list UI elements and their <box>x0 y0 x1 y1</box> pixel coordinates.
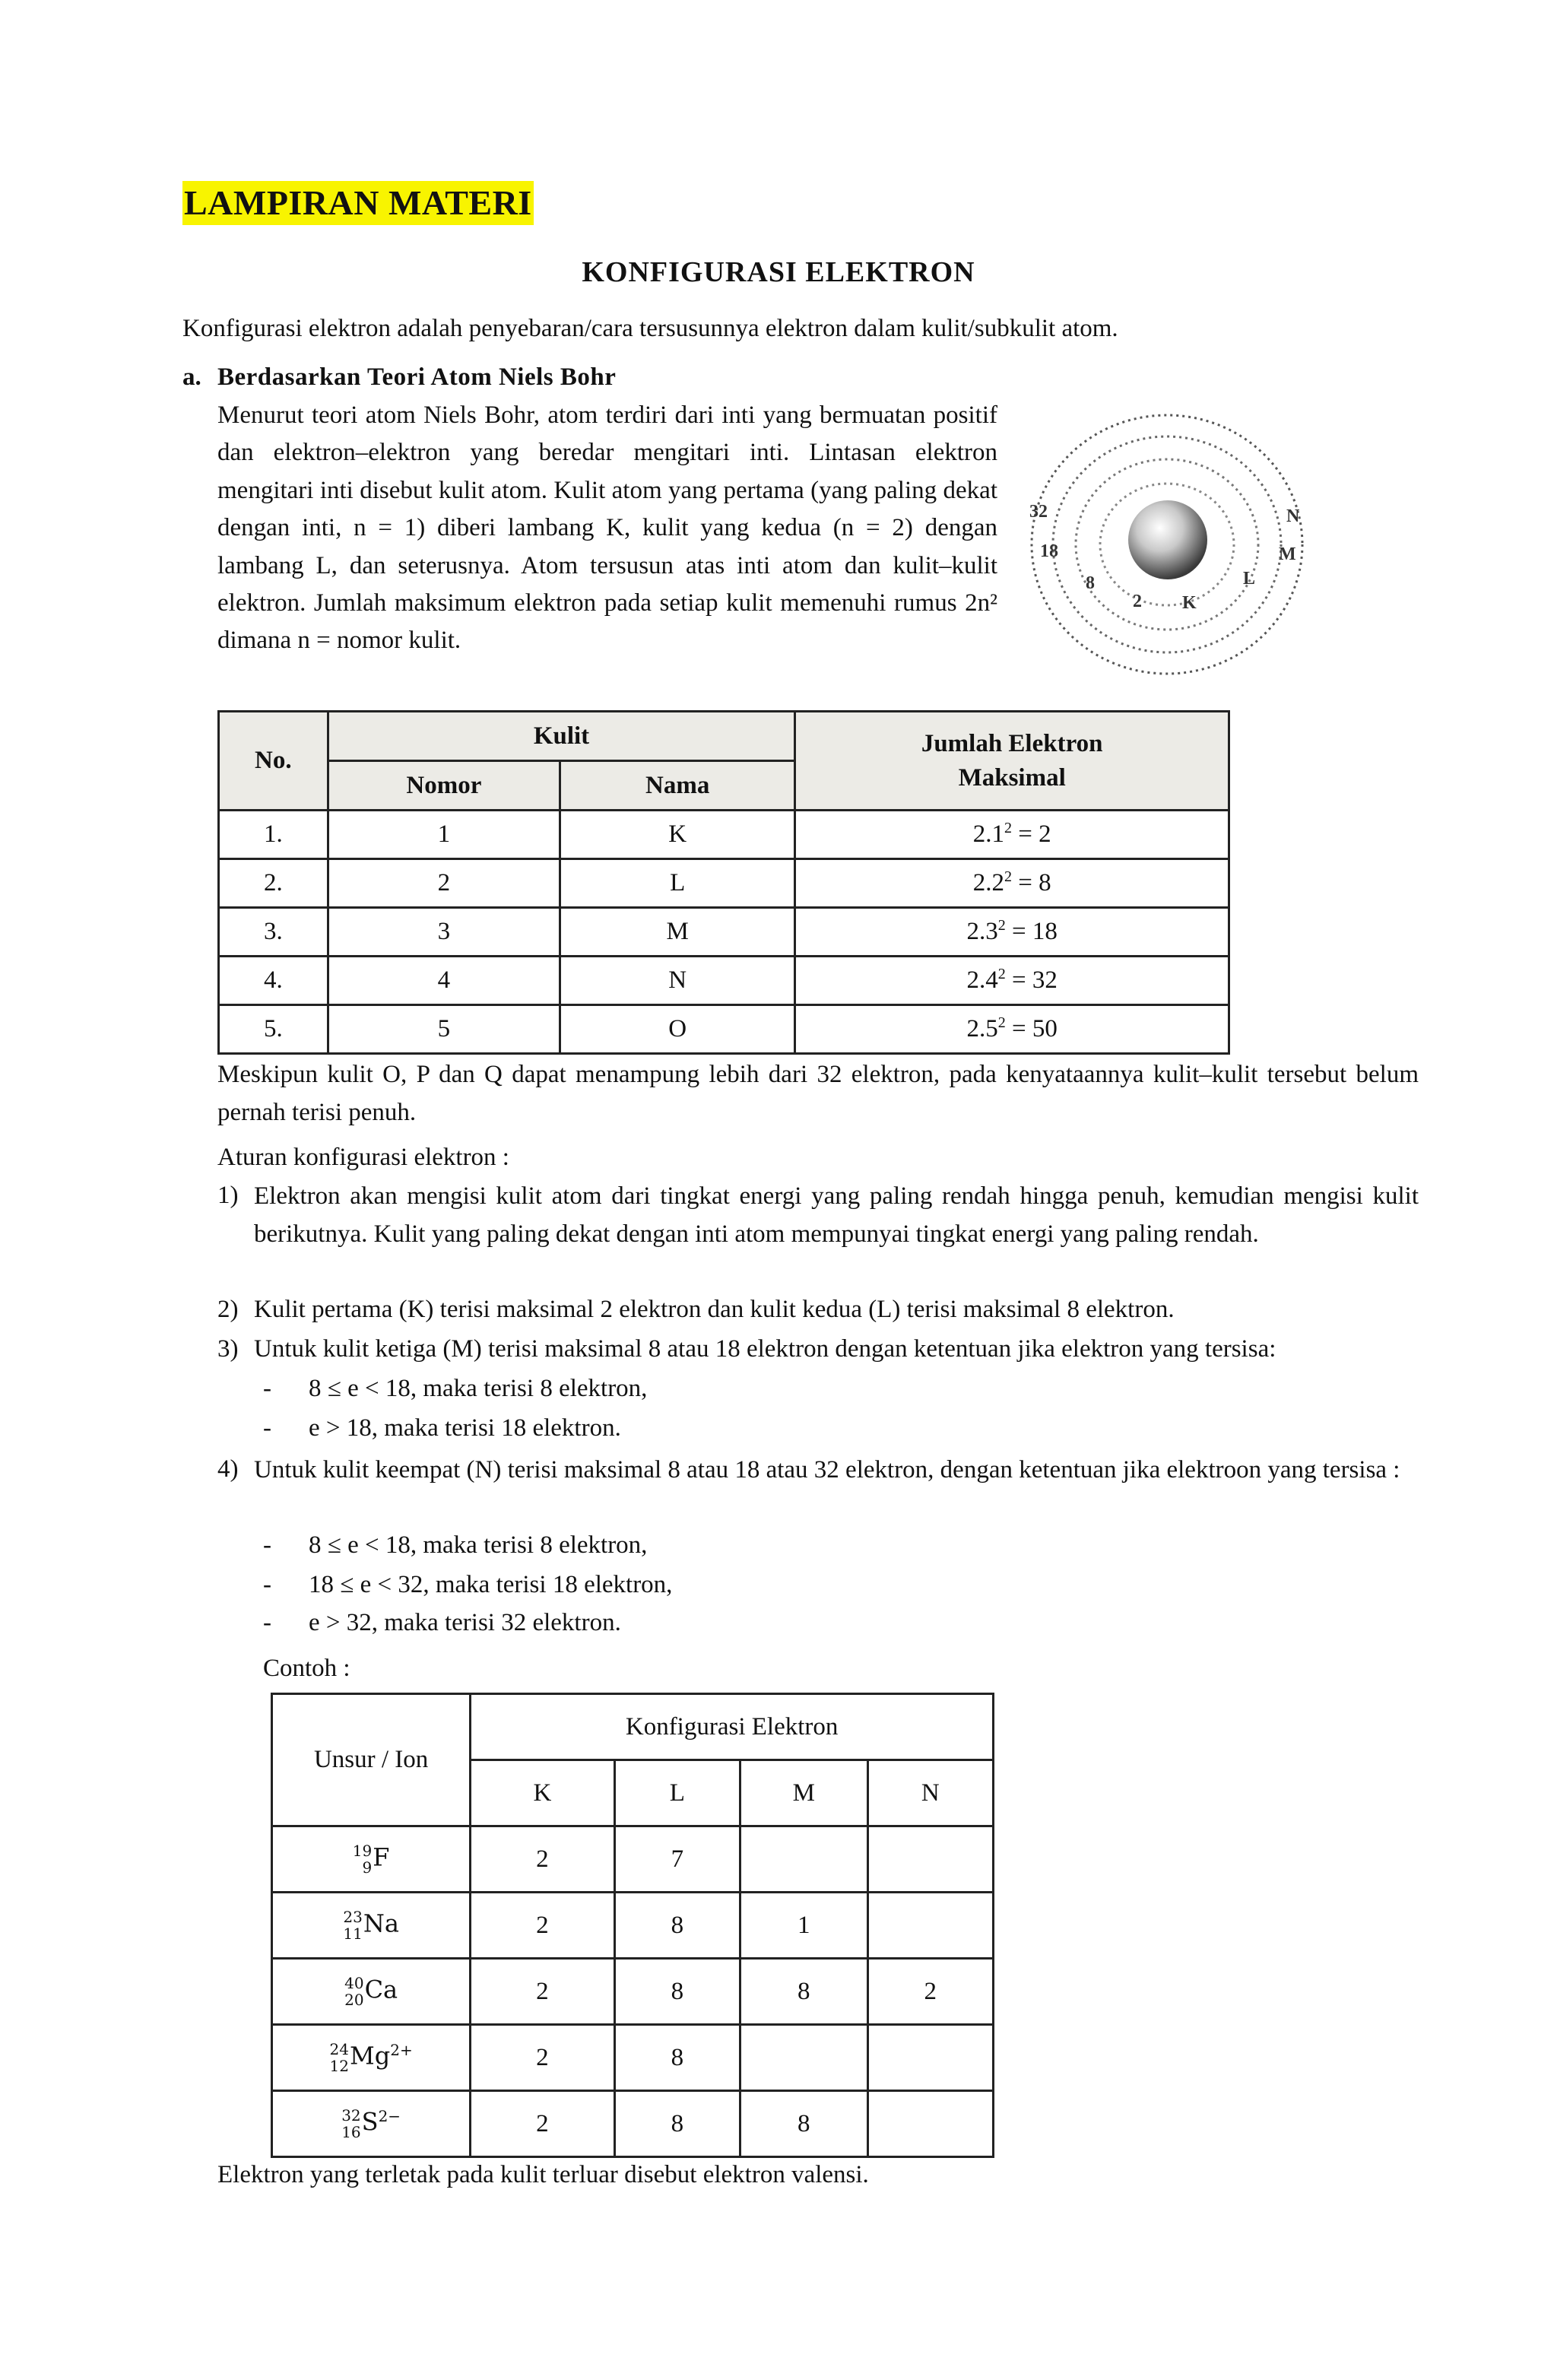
cell-nama: M <box>560 908 795 957</box>
rule-number: 4) <box>217 1455 239 1483</box>
cell-l: 7 <box>614 1826 740 1893</box>
bullet-dash: - <box>263 1375 271 1402</box>
bullet-dash: - <box>263 1571 271 1598</box>
cell-nama: N <box>560 957 795 1005</box>
bullet-dash: - <box>263 1531 271 1559</box>
cell-no: 2. <box>219 859 328 908</box>
cell-k: 2 <box>471 1959 614 2025</box>
nucleus <box>1128 500 1207 579</box>
cell-m: 8 <box>740 1959 867 2025</box>
cell-n: 2 <box>867 1959 993 2025</box>
cell-nomor: 2 <box>328 859 560 908</box>
cell-nomor: 1 <box>328 811 560 859</box>
header-unsur: Unsur / Ion <box>272 1694 471 1826</box>
cell-isotope: 24 12 $Mg^{2+}$ <box>272 2025 471 2091</box>
cell-nomor: 3 <box>328 908 560 957</box>
bullet-dash: - <box>263 1414 271 1442</box>
cell-jumlah: $2.5^2 = 50$ <box>795 1005 1229 1054</box>
table-row <box>272 1826 994 1893</box>
label-k: K <box>1182 593 1197 613</box>
table-row <box>219 957 1229 1005</box>
cell-isotope: 40 20 Ca <box>272 1959 471 2025</box>
header-nomor: Nomor <box>328 761 560 811</box>
rules-title: Aturan konfigurasi elektron : <box>217 1144 509 1171</box>
cell-nomor: 4 <box>328 957 560 1005</box>
label-m: M <box>1279 544 1296 564</box>
table-row <box>219 908 1229 957</box>
cell-isotope: 23 11 Na <box>272 1893 471 1959</box>
cell-no: 5. <box>219 1005 328 1054</box>
table-row <box>219 811 1229 859</box>
cell-k: 2 <box>471 1826 614 1893</box>
cell-k: 2 <box>471 2025 614 2091</box>
cell-l: 8 <box>614 1959 740 2025</box>
cell-l: 8 <box>614 2091 740 2157</box>
cell-no: 1. <box>219 811 328 859</box>
rule-text: Elektron akan mengisi kulit atom dari tingkat energi yang paling rendah hingga penuh, kemudian mengisi kulit berikutnya. Kulit yang paling dekat dengan inti atom mempunyai tingkat energi yang paling rendah. <box>254 1182 1419 1248</box>
rule-sub-item: 8 ≤ e < 18, maka terisi 8 elektron, <box>309 1375 648 1402</box>
table-row <box>219 859 1229 908</box>
cell-m <box>740 2025 867 2091</box>
cell-nama: K <box>560 811 795 859</box>
bohr-atom-diagram <box>1019 408 1308 681</box>
header-k: K <box>471 1760 614 1826</box>
example-label: Contoh : <box>263 1655 350 1682</box>
cell-jumlah: $2.1^2 = 2$ <box>795 811 1229 859</box>
cell-isotope: 32 16 $S^{2-}$ <box>272 2091 471 2157</box>
label-32: 32 <box>1029 502 1048 522</box>
header-jumlah-line1: Jumlah Elektron <box>921 729 1103 757</box>
header-l: L <box>614 1760 740 1826</box>
section-heading: KONFIGURASI ELEKTRON <box>582 256 975 288</box>
table-row <box>272 1959 994 2025</box>
bohr-paragraph: Menurut teori atom Niels Bohr, atom terdiri dari inti yang bermuatan positif dan elektron–elektron yang beredar mengitari inti. Lintasan elektron mengitari inti disebut kulit atom. Kulit atom yang pertama (yang paling dekat dengan inti, n = 1) diberi lambang K, kulit yang kedua (n = 2) dengan lambang L, dan seterusnya. Atom tersusun atas inti atom dan kulit–kulit elektron. Jumlah maksimum elektron pada setiap kulit memenuhi rumus 2n² dimana n = nomor kulit. <box>217 401 997 655</box>
cell-l: 8 <box>614 1893 740 1959</box>
rule-sub-item: 8 ≤ e < 18, maka terisi 8 elektron, <box>309 1531 648 1559</box>
cell-m: 8 <box>740 2091 867 2157</box>
header-konfigurasi: Konfigurasi Elektron <box>471 1694 994 1760</box>
section-a-label: a. <box>182 363 201 391</box>
cell-jumlah: $2.2^2 = 8$ <box>795 859 1229 908</box>
label-18: 18 <box>1040 541 1058 561</box>
cell-l: 8 <box>614 2025 740 2091</box>
cell-jumlah: $2.4^2 = 32$ <box>795 957 1229 1005</box>
rule-number: 3) <box>217 1335 239 1363</box>
table-row <box>272 1893 994 1959</box>
cell-k: 2 <box>471 1893 614 1959</box>
cell-k: 2 <box>471 2091 614 2157</box>
page-title: LAMPIRAN MATERI <box>182 181 534 225</box>
section-a-title: Berdasarkan Teori Atom Niels Bohr <box>217 363 617 391</box>
header-kulit: Kulit <box>328 712 795 761</box>
label-l: L <box>1243 569 1256 589</box>
header-nama: Nama <box>560 761 795 811</box>
header-jumlah <box>795 712 1229 811</box>
bullet-dash: - <box>263 1609 271 1636</box>
header-m: M <box>740 1760 867 1826</box>
table-row <box>219 1005 1229 1054</box>
cell-isotope: 19 9 F <box>272 1826 471 1893</box>
configuration-example-table <box>271 1693 994 2158</box>
rule-text: Kulit pertama (K) terisi maksimal 2 elektron dan kulit kedua (L) terisi maksimal 8 elektron. <box>254 1296 1175 1323</box>
rule-sub-item: e > 18, maka terisi 18 elektron. <box>309 1414 621 1442</box>
cell-no: 3. <box>219 908 328 957</box>
rule-sub-item: 18 ≤ e < 32, maka terisi 18 elektron, <box>309 1571 673 1598</box>
rule-text: Untuk kulit ketiga (M) terisi maksimal 8 atau 18 elektron dengan ketentuan jika elektron yang tersisa: <box>254 1335 1276 1363</box>
cell-no: 4. <box>219 957 328 1005</box>
rule-sub-item: e > 32, maka terisi 32 elektron. <box>309 1609 621 1636</box>
table-row <box>272 2025 994 2091</box>
shell-capacity-table <box>217 710 1230 1055</box>
label-2: 2 <box>1133 592 1142 611</box>
cell-jumlah: $2.3^2 = 18$ <box>795 908 1229 957</box>
cell-n <box>867 1893 993 1959</box>
cell-n <box>867 2025 993 2091</box>
cell-m <box>740 1826 867 1893</box>
header-jumlah-line2: Maksimal <box>958 763 1066 792</box>
header-n: N <box>867 1760 993 1826</box>
cell-n <box>867 2091 993 2157</box>
cell-nama: L <box>560 859 795 908</box>
cell-n <box>867 1826 993 1893</box>
note-paragraph: Meskipun kulit O, P dan Q dapat menampung lebih dari 32 elektron, pada kenyataannya kulit–kulit tersebut belum pernah terisi penuh. <box>217 1061 1419 1126</box>
label-8: 8 <box>1086 573 1095 593</box>
cell-m: 1 <box>740 1893 867 1959</box>
rule-text: Untuk kulit keempat (N) terisi maksimal 8 atau 18 atau 32 elektron, dengan ketentuan jika elektroon yang tersisa : <box>254 1456 1400 1484</box>
table-row <box>272 2091 994 2157</box>
cell-nama: O <box>560 1005 795 1054</box>
cell-nomor: 5 <box>328 1005 560 1054</box>
intro-paragraph: Konfigurasi elektron adalah penyebaran/cara tersusunnya elektron dalam kulit/subkulit atom. <box>182 315 1118 342</box>
label-n: N <box>1286 506 1300 526</box>
rule-number: 2) <box>217 1296 239 1323</box>
closing-sentence: Elektron yang terletak pada kulit terluar disebut elektron valensi. <box>217 2161 869 2188</box>
header-no: No. <box>219 712 328 811</box>
rule-number: 1) <box>217 1182 239 1209</box>
